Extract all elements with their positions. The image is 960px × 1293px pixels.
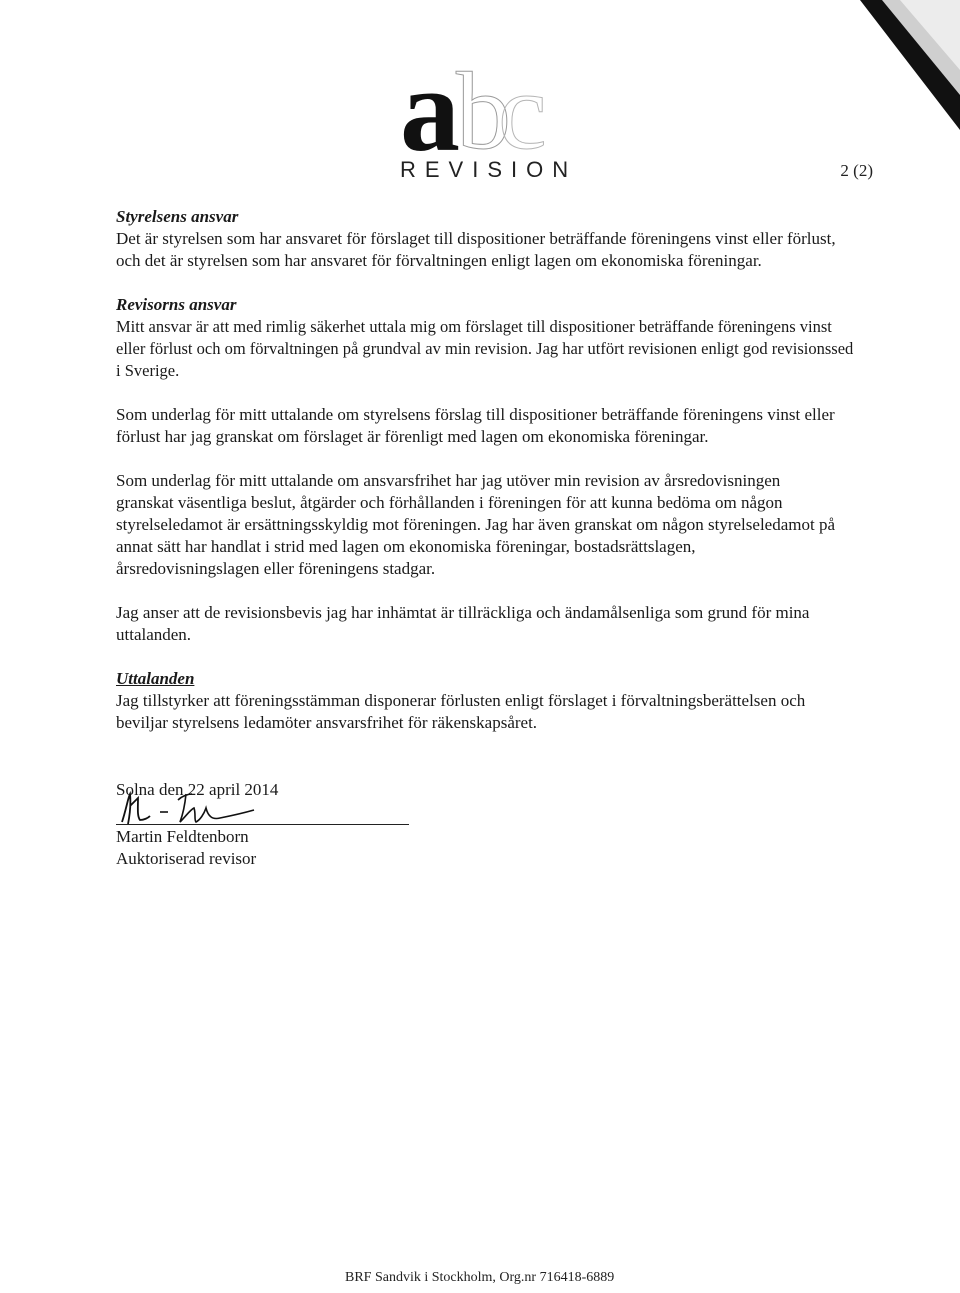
place-date: Solna den 22 april 2014 <box>116 780 279 799</box>
heading-revisorns-ansvar: Revisorns ansvar <box>116 295 237 314</box>
signer-details <box>116 826 256 870</box>
scan-corner-shadow <box>820 0 960 140</box>
logo-letter-c: c <box>498 50 547 160</box>
styrelsen-text: Det är styrelsen som har ansvaret för förslaget till dispositioner beträffande föreningens vinst eller förlust, och det är styrelsen som har ansvaret för förvaltningen enligt lagen om ekonomiska föreningar. <box>116 229 836 270</box>
footer: BRF Sandvik i Stockholm, Org.nr 716418-6889 <box>345 1270 615 1285</box>
revisorn-paragraph: Mitt ansvar är att med rimlig säkerhet uttala mig om förslaget till dispositioner beträffande föreningens vinst eller förlust och om förvaltningen på grundval av min revision. Jag har utfört revisionen enligt god revisionssed i Sverige. <box>116 317 854 380</box>
revisorn-paragraph: Jag anser att de revisionsbevis jag har inhämtat är tillräckliga och ändamålsenliga som grund för mina uttalanden. <box>116 603 810 644</box>
revisorn-paragraph: Som underlag för mitt uttalande om styrelsens förslag till dispositioner beträffande föreningens vinst eller förlust har jag granskat om förslaget är förenligt med lagen om ekonomiska föreningar. <box>116 405 835 446</box>
logo-letter-b: b <box>456 50 511 160</box>
heading-uttalanden: Uttalanden <box>116 669 195 688</box>
revisorn-paragraph: Som underlag för mitt uttalande om ansvarsfrihet har jag utöver min revision av årsredovisningen granskat väsentliga beslut, åtgärder och förhållanden i föreningen för att kunna bedöma om någon styrelseledamot är ersättningsskyldig mot föreningen. Jag har även granskat om någon styrelseledamot på annat sätt har handlat i strid med lagen om ekonomiska föreningar, bostadsrättslagen, årsredovisningslagen eller föreningens stadgar. <box>116 471 835 578</box>
uttalanden-text: Jag tillstyrker att föreningsstämman disponerar förlusten enligt förslaget i förvaltningsberättelsen och beviljar styrelsens ledamöter ansvarsfrihet för räkenskapsåret. <box>116 691 806 732</box>
handwritten-signature <box>116 780 266 830</box>
abc-revision-logo <box>398 30 578 182</box>
page-number: 2 (2) <box>840 161 873 180</box>
signer-title: Auktoriserad revisor <box>116 849 257 868</box>
signature-line <box>116 824 409 825</box>
document-body <box>116 206 856 801</box>
logo-word: REVISION <box>400 157 578 182</box>
signer-name: Martin Feldtenborn <box>116 827 249 846</box>
abc-logo-mark <box>398 30 568 160</box>
logo-letter-a: a <box>400 43 460 160</box>
heading-styrelsens-ansvar: Styrelsens ansvar <box>116 207 239 226</box>
